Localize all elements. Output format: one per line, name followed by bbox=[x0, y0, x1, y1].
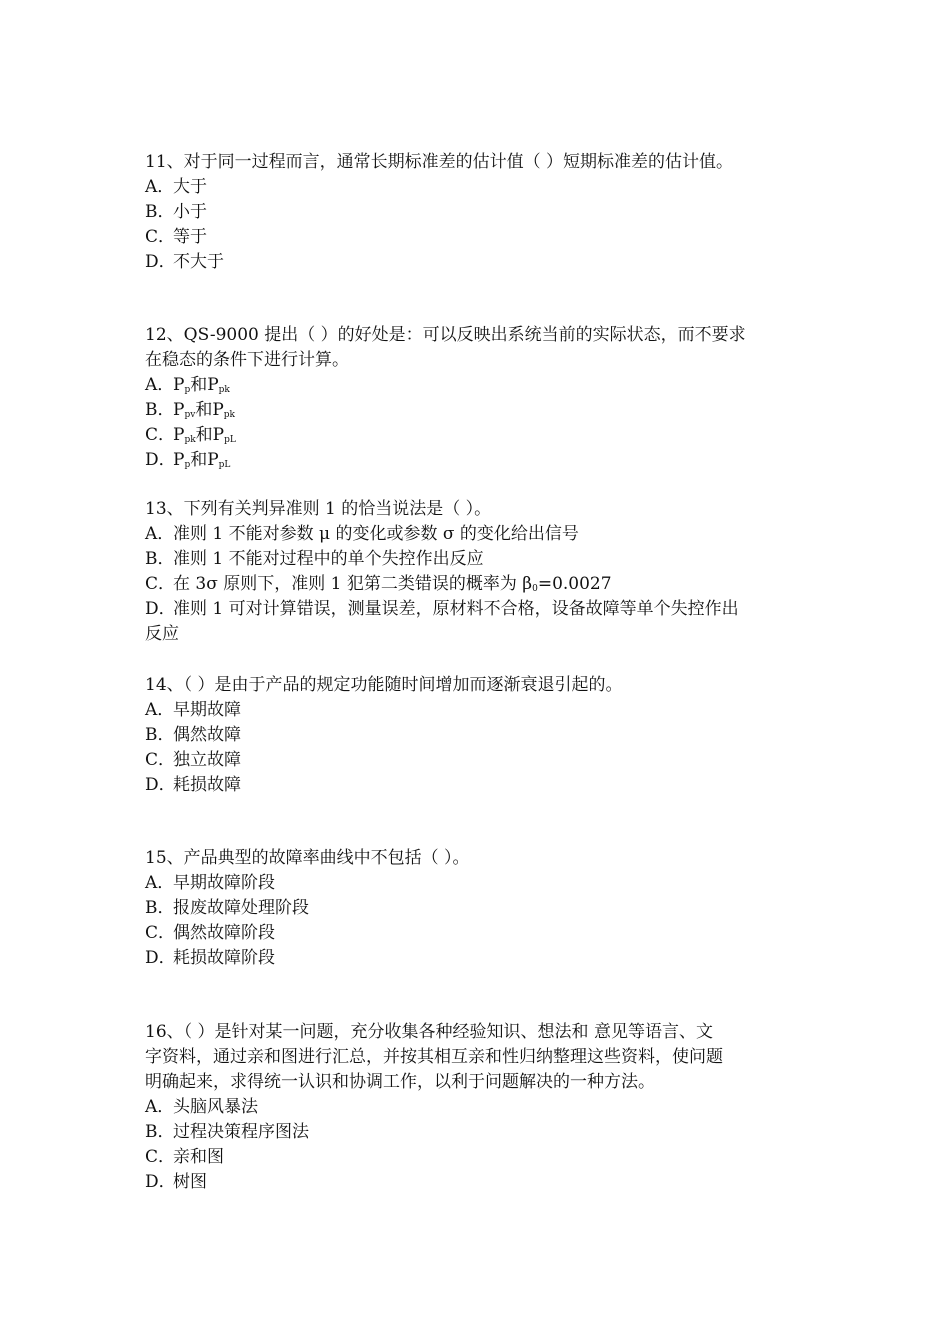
option-letter: D． bbox=[145, 948, 176, 968]
question-stem: 15、产品典型的故障率曲线中不包括（ ）。 bbox=[145, 848, 470, 868]
option-text: 准则 1 可对计算错误，测量误差，原材料不合格，设备故障等单个失控作出 bbox=[173, 599, 739, 619]
option-letter: A． bbox=[145, 375, 175, 395]
option-text: 大于 bbox=[173, 177, 207, 197]
conjunction: 和 bbox=[190, 450, 208, 470]
subscript: p bbox=[184, 460, 191, 470]
option-text: 独立故障 bbox=[173, 750, 241, 770]
question-11 bbox=[145, 150, 810, 275]
option-letter: A． bbox=[145, 873, 175, 893]
option-d bbox=[145, 448, 810, 473]
question-stem-line: 16、（ ）是针对某一问题，充分收集各种经验知识、想法和 意见等语言、文 bbox=[145, 1022, 713, 1042]
option-text: 亲和图 bbox=[173, 1147, 224, 1167]
symbol: P bbox=[173, 425, 185, 445]
option-b bbox=[145, 1120, 810, 1145]
question-15 bbox=[145, 846, 810, 971]
question-stem: 14、（ ）是由于产品的规定功能随时间增加而逐渐衰退引起的。 bbox=[145, 675, 623, 695]
question-13 bbox=[145, 497, 810, 647]
subscript: p bbox=[184, 385, 191, 395]
option-text: 报废故障处理阶段 bbox=[173, 898, 309, 918]
option-b bbox=[145, 200, 810, 225]
subscript: pL bbox=[224, 435, 236, 445]
question-stem: 11、对于同一过程而言，通常长期标准差的估计值（ ）短期标准差的估计值。 bbox=[145, 152, 734, 172]
option-letter: C． bbox=[145, 227, 176, 247]
option-text: =0.0027 bbox=[537, 574, 612, 594]
subscript: pv bbox=[184, 410, 196, 420]
option-text: 头脑风暴法 bbox=[173, 1097, 258, 1117]
question-12 bbox=[145, 323, 810, 473]
option-text: 偶然故障 bbox=[173, 725, 241, 745]
option-letter: C． bbox=[145, 750, 176, 770]
question-stem-line: 在稳态的条件下进行计算。 bbox=[145, 350, 349, 370]
option-letter: B． bbox=[145, 1122, 175, 1142]
question-stem: 13、下列有关判异准则 1 的恰当说法是（ ）。 bbox=[145, 499, 492, 519]
subscript: pL bbox=[218, 460, 231, 470]
option-a bbox=[145, 373, 810, 398]
conjunction: 和 bbox=[195, 400, 213, 420]
option-letter: A． bbox=[145, 524, 175, 544]
option-d bbox=[145, 1170, 810, 1195]
option-letter: C． bbox=[145, 574, 176, 594]
question-stem-line: 12、QS-9000 提出（ ）的好处是：可以反映出系统当前的实际状态，而不要求 bbox=[145, 325, 746, 345]
option-letter: B． bbox=[145, 725, 175, 745]
symbol: P bbox=[212, 425, 225, 445]
option-a bbox=[145, 175, 810, 200]
question-16 bbox=[145, 1020, 810, 1195]
option-letter: A． bbox=[145, 177, 175, 197]
option-c bbox=[145, 921, 810, 946]
option-d-continuation: 反应 bbox=[145, 624, 179, 644]
option-letter: D． bbox=[145, 1172, 176, 1192]
subscript: 0 bbox=[532, 584, 538, 594]
option-text: 耗损故障 bbox=[173, 775, 241, 795]
option-b bbox=[145, 398, 810, 423]
option-b bbox=[145, 723, 810, 748]
option-text: 准则 1 不能对过程中的单个失控作出反应 bbox=[173, 549, 484, 569]
option-text: 准则 1 不能对参数 μ 的变化或参数 σ 的变化给出信号 bbox=[173, 524, 579, 544]
option-text: 早期故障阶段 bbox=[173, 873, 275, 893]
option-letter: D． bbox=[145, 775, 176, 795]
option-letter: D． bbox=[145, 450, 176, 470]
option-c bbox=[145, 1145, 810, 1170]
option-letter: B． bbox=[145, 202, 175, 222]
symbol: P bbox=[207, 450, 219, 470]
option-d bbox=[145, 597, 810, 622]
option-a bbox=[145, 871, 810, 896]
option-letter: B． bbox=[145, 549, 175, 569]
option-a bbox=[145, 1095, 810, 1120]
option-text: 树图 bbox=[173, 1172, 207, 1192]
option-text: 等于 bbox=[173, 227, 207, 247]
option-d bbox=[145, 773, 810, 798]
option-c bbox=[145, 423, 810, 448]
subscript: pk bbox=[223, 410, 235, 420]
question-stem-line: 明确起来，求得统一认识和协调工作，以利于问题解决的一种方法。 bbox=[145, 1072, 655, 1092]
option-letter: D． bbox=[145, 252, 176, 272]
question-14 bbox=[145, 673, 810, 798]
option-d bbox=[145, 250, 810, 275]
symbol: P bbox=[207, 375, 219, 395]
option-letter: A． bbox=[145, 700, 175, 720]
option-text: 在 3σ 原则下，准则 1 犯第二类错误的概率为 β bbox=[173, 574, 533, 594]
option-a bbox=[145, 522, 810, 547]
option-letter: D． bbox=[145, 599, 176, 619]
conjunction: 和 bbox=[195, 425, 213, 445]
question-stem-line: 字资料，通过亲和图进行汇总，并按其相互亲和性归纳整理这些资料，使问题 bbox=[145, 1047, 723, 1067]
option-letter: C． bbox=[145, 1147, 176, 1167]
option-b bbox=[145, 547, 810, 572]
option-text: 过程决策程序图法 bbox=[173, 1122, 309, 1142]
option-c bbox=[145, 748, 810, 773]
option-text: 耗损故障阶段 bbox=[173, 948, 275, 968]
option-text: 偶然故障阶段 bbox=[173, 923, 275, 943]
option-c bbox=[145, 225, 810, 250]
subscript: pk bbox=[184, 435, 196, 445]
option-letter: B． bbox=[145, 898, 175, 918]
option-letter: C． bbox=[145, 923, 176, 943]
symbol: P bbox=[173, 375, 185, 395]
option-letter: B． bbox=[145, 400, 175, 420]
symbol: P bbox=[212, 400, 224, 420]
option-letter: A． bbox=[145, 1097, 175, 1117]
option-b bbox=[145, 896, 810, 921]
option-d bbox=[145, 946, 810, 971]
option-c bbox=[145, 572, 810, 597]
symbol: P bbox=[173, 450, 185, 470]
conjunction: 和 bbox=[190, 375, 208, 395]
option-letter: C． bbox=[145, 425, 176, 445]
symbol: P bbox=[173, 400, 185, 420]
option-text: 小于 bbox=[173, 202, 207, 222]
subscript: pk bbox=[218, 385, 230, 395]
option-a bbox=[145, 698, 810, 723]
option-text: 不大于 bbox=[173, 252, 224, 272]
option-text: 早期故障 bbox=[173, 700, 241, 720]
